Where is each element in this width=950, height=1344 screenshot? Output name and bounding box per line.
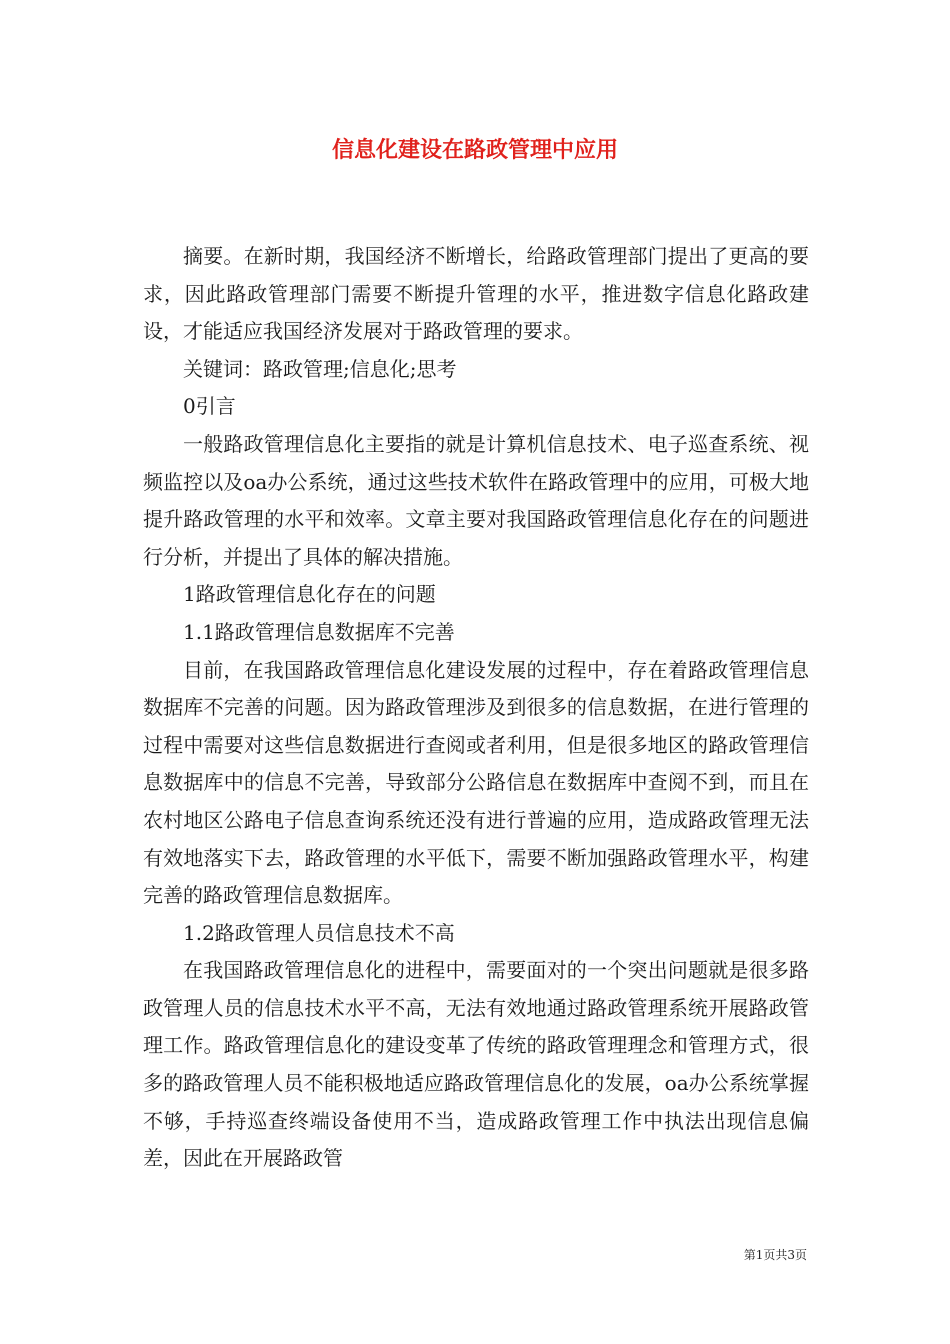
section-heading-intro: 0引言: [183, 394, 236, 419]
body-paragraph: 目前，在我国路政管理信息化建设发展的过程中，存在着路政管理信息数据库不完善的问题。因为路政管理涉及到很多的信息数据，在进行管理的过程中需要对这些信息数据进行查阅或者利用，但是很多地区的路政管理信息数据库中的信息不完善，导致部分公路信息在数据库中查阅不到，而且在农村地区公路电子信息查询系统还没有进行普遍的应用，造成路政管理无法有效地落实下去，路政管理的水平低下，需要不断加强路政管理水平，构建完善的路政管理信息数据库。: [143, 657, 809, 908]
body-paragraph: 在我国路政管理信息化的进程中，需要面对的一个突出问题就是很多路政管理人员的信息技术水平不高，无法有效地通过路政管理系统开展路政管理工作。路政管理信息化的建设变革了传统的路政管理理念和管理方式，很多的路政管理人员不能积极地适应路政管理信息化的发展，oa办公系统掌握不够，手持巡查终端设备使用不当，造成路政管理工作中执法出现信息偏差，因此在开展路政管: [143, 958, 809, 1171]
subsection-heading-1-1: 1.1路政管理信息数据库不完善: [183, 619, 455, 644]
keywords-line: 关键词：路政管理;信息化;思考: [183, 356, 457, 381]
page-number-footer: 第1页共3页: [743, 1248, 807, 1262]
document-title: 信息化建设在路政管理中应用: [331, 138, 618, 163]
body-paragraph: 一般路政管理信息化主要指的就是计算机信息技术、电子巡查系统、视频监控以及oa办公系统，通过这些技术软件在路政管理中的应用，可极大地提升路政管理的水平和效率。文章主要对我国路政管理信息化存在的问题进行分析，并提出了具体的解决措施。: [143, 431, 809, 569]
abstract-paragraph: 摘要。在新时期，我国经济不断增长，给路政管理部门提出了更高的要求，因此路政管理部门需要不断提升管理的水平，推进数字信息化路政建设，才能适应我国经济发展对于路政管理的要求。: [143, 244, 809, 344]
subsection-heading-1-2: 1.2路政管理人员信息技术不高: [183, 920, 455, 945]
section-heading-1: 1路政管理信息化存在的问题: [183, 582, 436, 607]
document-body: [143, 238, 809, 1178]
